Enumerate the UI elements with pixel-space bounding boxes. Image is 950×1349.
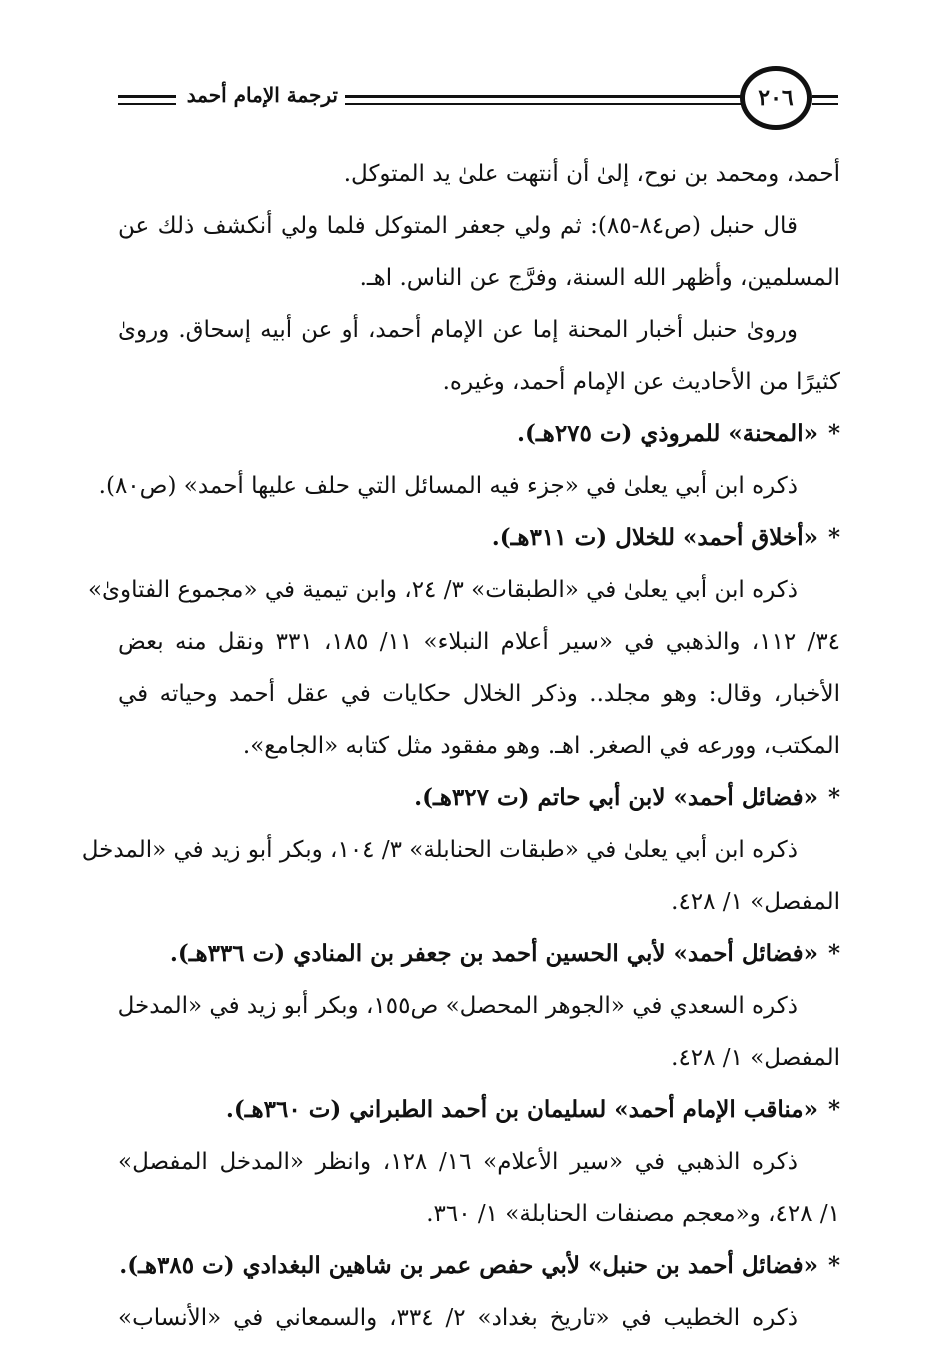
text-line: المكتب، وورعه في الصغر. اهـ. وهو مفقود مثل كتابه «الجامع». (242, 733, 840, 759)
asterisk-marker: * (827, 1252, 840, 1279)
text-line: ذكره ابن أبي يعلىٰ في «طبقات الحنابلة» ٣/ ١٠٤، وبكر أبو زيد في «المدخل (81, 837, 798, 863)
header-left-rule-thin (118, 103, 176, 105)
asterisk-marker: * (827, 524, 840, 551)
text-line: ذكره السعدي في «الجوهر المحصل» ص١٥٥، وبكر أبو زيد في «المدخل (117, 993, 798, 1019)
header-rule-thin (345, 103, 745, 105)
text-line: ذكره الخطيب في «تاريخ بغداد» ٢/ ٣٣٤، والسمعاني في «الأنساب» (118, 1305, 799, 1331)
asterisk-marker: * (827, 420, 840, 447)
book-heading (118, 408, 840, 460)
header-left-rule (118, 95, 176, 98)
book-heading (118, 512, 840, 564)
text-line: ٣٤/ ١١٢، والذهبي في «سير أعلام النبلاء» ١١/ ١٨٥، ٣٣١ ونقل منه بعض (118, 629, 841, 655)
running-title: ترجمة الإمام أحمد (186, 83, 338, 107)
text-line: ذكره الذهبي في «سير الأعلام» ١٦/ ١٢٨، وانظر «المدخل المفصل» (118, 1149, 798, 1175)
text-line: المفصل» ١/ ٤٢٨. (671, 1045, 840, 1071)
page-header (0, 58, 950, 148)
book-heading (118, 1240, 840, 1292)
text-line: أحمد، ومحمد بن نوح، إلىٰ أن أنتهت علىٰ يد المتوكل. (343, 161, 840, 187)
text-line: ١/ ٤٢٨، و«معجم مصنفات الحنابلة» ١/ ٣٦٠. (426, 1201, 840, 1227)
heading-text: «أخلاق أحمد» للخلال (ت ٣١١هـ). (491, 524, 818, 551)
text-line: المسلمين، وأظهر الله السنة، وفرَّج عن الناس. اهـ. (359, 265, 840, 291)
text-line: ذكره ابن أبي يعلىٰ في «جزء فيه المسائل التي حلف عليها أحمد» (ص٨٠). (98, 473, 798, 499)
book-heading (118, 772, 840, 824)
header-right-rule (812, 95, 838, 98)
asterisk-marker: * (827, 1096, 840, 1123)
page-number: ٢٠٦ (758, 85, 794, 111)
page-body (81, 148, 841, 1344)
text-line: قال حنبل (ص٨٤-٨٥): ثم ولي جعفر المتوكل فلما ولي أنكشف ذلك عن (118, 213, 798, 239)
header-right-rule-thin (812, 103, 838, 105)
heading-text: «المحنة» للمروذي (ت ٢٧٥هـ). (517, 420, 818, 447)
text-line: الأخبار، وقال: وهو مجلد.. وذكر الخلال حكايات في عقل أحمد وحياته في (118, 681, 840, 707)
book-heading (118, 928, 840, 980)
heading-text: «فضائل أحمد» لابن أبي حاتم (ت ٣٢٧هـ). (414, 784, 818, 811)
text-line: وروىٰ حنبل أخبار المحنة إما عن الإمام أحمد، أو عن أبيه إسحاق. وروىٰ (118, 317, 798, 343)
book-heading (118, 1084, 840, 1136)
asterisk-marker: * (827, 784, 840, 811)
page-number-badge (740, 66, 812, 130)
heading-text: «مناقب الإمام أحمد» لسليمان بن أحمد الطبراني (ت ٣٦٠هـ). (225, 1096, 818, 1123)
text-line: ذكره ابن أبي يعلىٰ في «الطبقات» ٣/ ٢٤، وابن تيمية في «مجموع الفتاوىٰ» (87, 577, 798, 603)
text-line: المفصل» ١/ ٤٢٨. (671, 889, 840, 915)
header-rule (345, 95, 745, 98)
asterisk-marker: * (827, 940, 840, 967)
heading-text: «فضائل أحمد» لأبي الحسين أحمد بن جعفر بن المنادي (ت ٣٣٦هـ). (169, 940, 818, 967)
heading-text: «فضائل أحمد بن حنبل» لأبي حفص عمر بن شاهين البغدادي (ت ٣٨٥هـ). (119, 1252, 818, 1279)
text-line: كثيرًا من الأحاديث عن الإمام أحمد، وغيره. (442, 369, 840, 395)
